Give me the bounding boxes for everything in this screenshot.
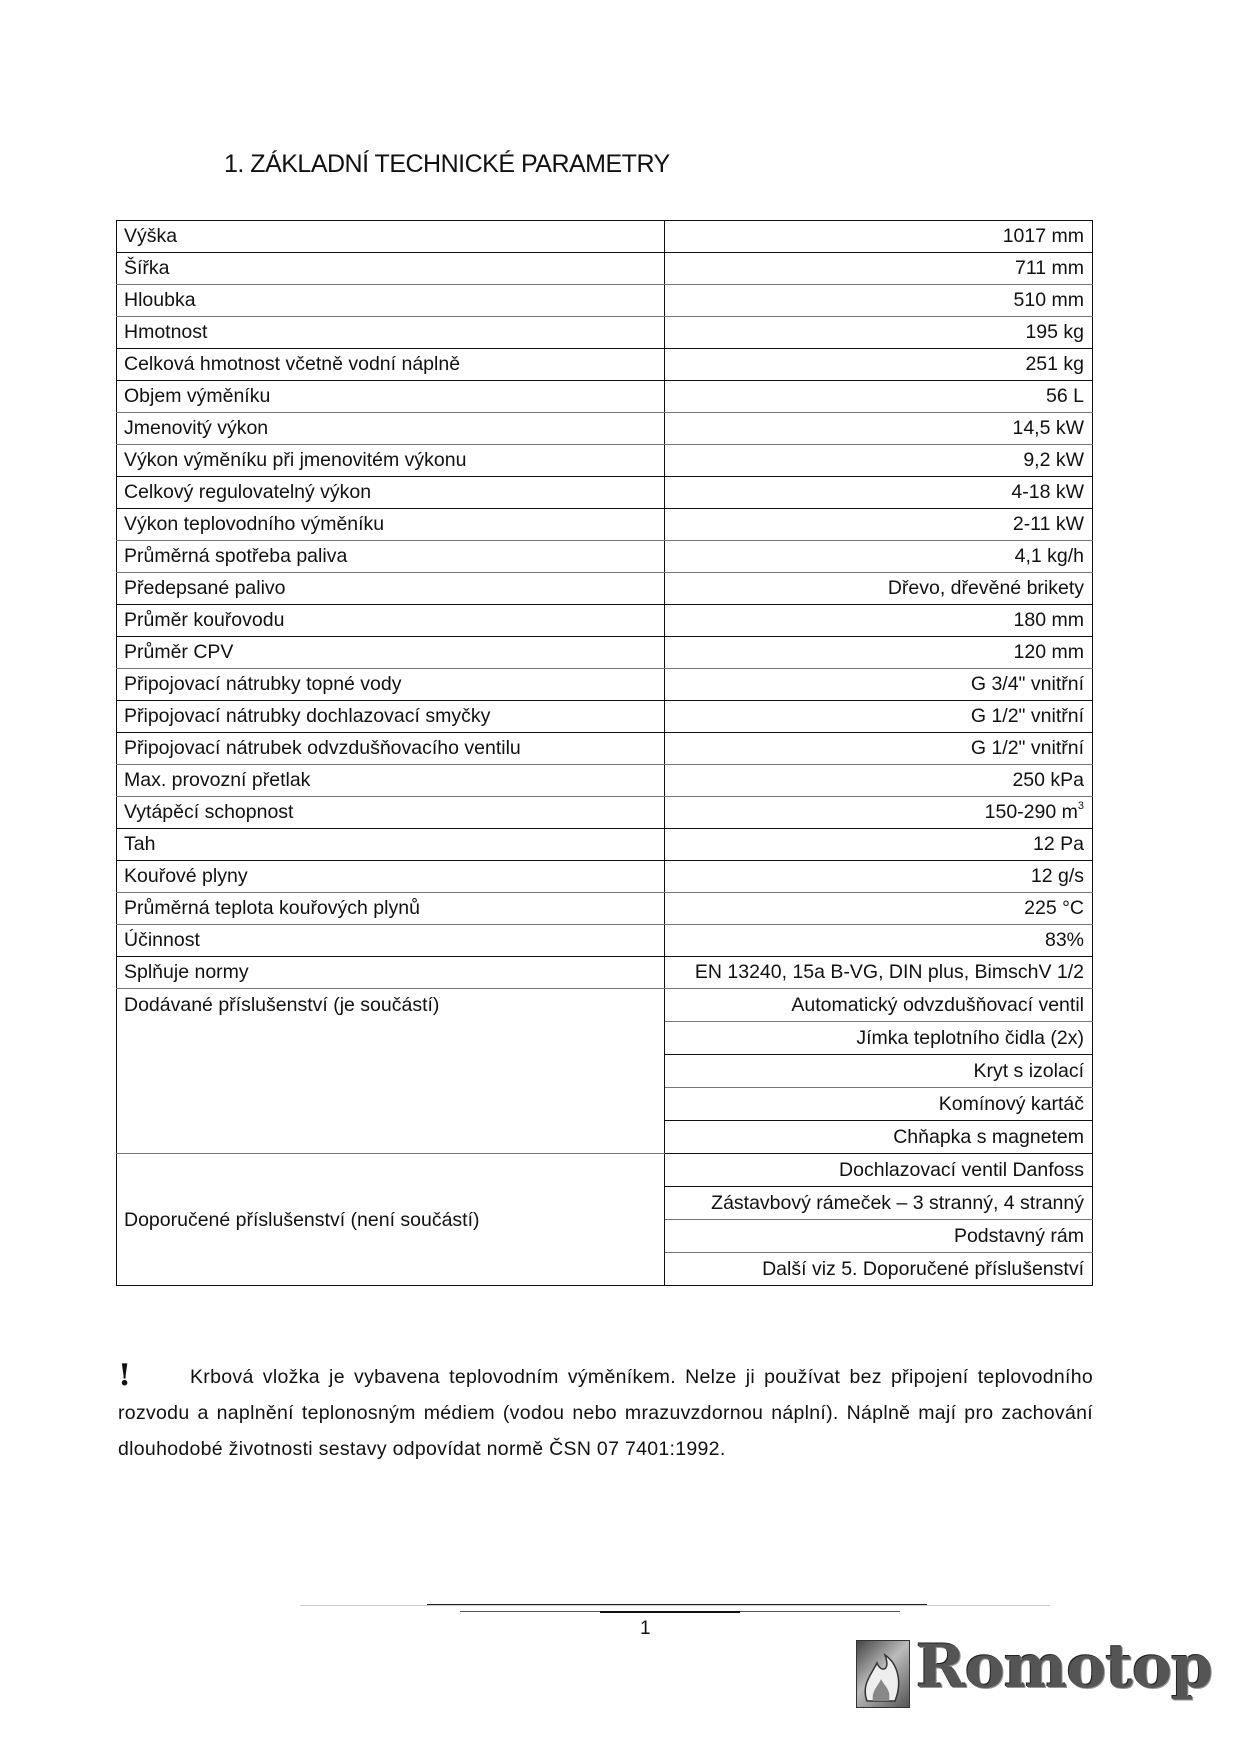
warning-note xyxy=(118,1358,1093,1467)
spec-value xyxy=(665,573,1093,605)
accessory-item: Zástavbový rámeček – 3 stranný, 4 stranný xyxy=(665,1187,1093,1220)
table-row xyxy=(117,477,1093,509)
exclamation-icon: ! xyxy=(118,1358,132,1393)
table-row xyxy=(117,605,1093,637)
table-row xyxy=(117,413,1093,445)
table-row xyxy=(117,285,1093,317)
spec-value xyxy=(665,317,1093,349)
table-row xyxy=(117,349,1093,381)
footer-rule-short xyxy=(600,1611,740,1613)
spec-label: Jmenovitý výkon xyxy=(117,413,665,445)
table-row xyxy=(117,541,1093,573)
spec-value xyxy=(665,797,1093,829)
spec-label: Předepsané palivo xyxy=(117,573,665,605)
spec-value-text: 56 L xyxy=(1046,385,1084,407)
spec-label: Vytápěcí schopnost xyxy=(117,797,665,829)
table-row xyxy=(117,637,1093,669)
spec-value-text: 150-290 m xyxy=(984,801,1078,823)
spec-label: Připojovací nátrubek odvzdušňovacího ventilu xyxy=(117,733,665,765)
spec-label: Hmotnost xyxy=(117,317,665,349)
table-row xyxy=(117,445,1093,477)
flame-logo-icon xyxy=(856,1640,910,1708)
spec-label: Kouřové plyny xyxy=(117,861,665,893)
footer-rule-dark xyxy=(427,1604,927,1605)
spec-value xyxy=(665,765,1093,797)
spec-value xyxy=(665,509,1093,541)
spec-label: Průměrná spotřeba paliva xyxy=(117,541,665,573)
table-row xyxy=(117,221,1093,253)
table-row xyxy=(117,733,1093,765)
technical-parameters-table xyxy=(116,220,1093,1286)
spec-label: Průměr kouřovodu xyxy=(117,605,665,637)
table-row xyxy=(117,509,1093,541)
spec-value-text: 12 g/s xyxy=(1030,865,1084,887)
spec-value xyxy=(665,733,1093,765)
table-row xyxy=(117,797,1093,829)
spec-label: Průměr CPV xyxy=(117,637,665,669)
spec-value-text: 83% xyxy=(1044,929,1084,951)
spec-value xyxy=(665,413,1093,445)
spec-value xyxy=(665,893,1093,925)
spec-value-text: 250 kPa xyxy=(1012,769,1084,791)
accessory-item: Jímka teplotního čidla (2x) xyxy=(665,1022,1093,1055)
spec-value xyxy=(665,957,1093,989)
spec-value xyxy=(665,637,1093,669)
spec-label: Výkon výměníku při jmenovitém výkonu xyxy=(117,445,665,477)
spec-value-text: EN 13240, 15a B-VG, DIN plus, BimschV 1/2 xyxy=(694,961,1084,983)
spec-value xyxy=(665,221,1093,253)
page-title: 1. ZÁKLADNÍ TECHNICKÉ PARAMETRY xyxy=(224,150,670,178)
spec-value-text: Dřevo, dřevěné brikety xyxy=(887,577,1084,599)
spec-value-text: 711 mm xyxy=(1015,257,1084,279)
accessory-item: Automatický odvzdušňovací ventil xyxy=(665,989,1093,1022)
table-row xyxy=(117,829,1093,861)
spec-value xyxy=(665,701,1093,733)
spec-label: Šířka xyxy=(117,253,665,285)
table-row xyxy=(117,765,1093,797)
spec-value-text: 510 mm xyxy=(1013,289,1084,311)
spec-label: Účinnost xyxy=(117,925,665,957)
spec-value-text: 2-11 kW xyxy=(1012,513,1084,535)
spec-label: Připojovací nátrubky dochlazovací smyčky xyxy=(117,701,665,733)
spec-value-text: 251 kg xyxy=(1025,353,1084,375)
table-row xyxy=(117,957,1093,989)
recommended-accessories-label: Doporučené příslušenství (není součástí) xyxy=(117,1154,665,1286)
spec-value-text: 4,1 kg/h xyxy=(1014,545,1084,567)
table-row xyxy=(117,989,1093,1022)
spec-value-text: 120 mm xyxy=(1013,641,1084,663)
spec-value xyxy=(665,669,1093,701)
table-row xyxy=(117,317,1093,349)
spec-value-text: 225 °C xyxy=(1024,897,1084,919)
spec-value xyxy=(665,477,1093,509)
spec-value xyxy=(665,381,1093,413)
spec-value xyxy=(665,349,1093,381)
spec-value xyxy=(665,605,1093,637)
spec-value xyxy=(665,285,1093,317)
spec-value xyxy=(665,541,1093,573)
spec-value-text: 14,5 kW xyxy=(1012,417,1084,439)
spec-label: Max. provozní přetlak xyxy=(117,765,665,797)
spec-label: Celkový regulovatelný výkon xyxy=(117,477,665,509)
spec-label: Objem výměníku xyxy=(117,381,665,413)
spec-value-text: G 1/2" vnitřní xyxy=(970,705,1084,727)
table-row xyxy=(117,893,1093,925)
accessory-item: Dochlazovací ventil Danfoss xyxy=(665,1154,1093,1187)
spec-label: Splňuje normy xyxy=(117,957,665,989)
table-row xyxy=(117,669,1093,701)
table-row xyxy=(117,381,1093,413)
spec-label: Připojovací nátrubky topné vody xyxy=(117,669,665,701)
table-row xyxy=(117,701,1093,733)
spec-value-text: 1017 mm xyxy=(1002,225,1084,247)
accessory-item: Podstavný rám xyxy=(665,1220,1093,1253)
spec-value-text: 9,2 kW xyxy=(1023,449,1084,471)
spec-label: Hloubka xyxy=(117,285,665,317)
table-row xyxy=(117,253,1093,285)
spec-value xyxy=(665,829,1093,861)
table-row xyxy=(117,1154,1093,1187)
spec-value-text: G 1/2" vnitřní xyxy=(970,737,1084,759)
spec-table-body xyxy=(117,221,1093,1286)
spec-label: Výška xyxy=(117,221,665,253)
included-accessories-label: Dodávané příslušenství (je součástí) xyxy=(117,989,665,1154)
spec-value-text: 180 mm xyxy=(1013,609,1084,631)
romotop-logo xyxy=(856,1632,1213,1710)
table-row xyxy=(117,925,1093,957)
spec-label: Tah xyxy=(117,829,665,861)
spec-value xyxy=(665,925,1093,957)
spec-value xyxy=(665,861,1093,893)
superscript: 3 xyxy=(1077,800,1084,812)
spec-value-text: 12 Pa xyxy=(1033,833,1084,855)
spec-value-text: G 3/4" vnitřní xyxy=(970,673,1084,695)
spec-value xyxy=(665,445,1093,477)
page-number: 1 xyxy=(640,1618,651,1639)
accessory-item: Kryt s izolací xyxy=(665,1055,1093,1088)
spec-label: Výkon teplovodního výměníku xyxy=(117,509,665,541)
spec-value-text: 195 kg xyxy=(1025,321,1084,343)
brand-name: Romotop xyxy=(916,1632,1213,1702)
spec-label: Celková hmotnost včetně vodní náplně xyxy=(117,349,665,381)
table-row xyxy=(117,861,1093,893)
footer-rule-light xyxy=(300,1605,1050,1606)
spec-value xyxy=(665,253,1093,285)
table-row xyxy=(117,573,1093,605)
spec-value-text: 4-18 kW xyxy=(1011,481,1084,503)
accessory-item: Komínový kartáč xyxy=(665,1088,1093,1121)
spec-label: Průměrná teplota kouřových plynů xyxy=(117,893,665,925)
warning-text: Krbová vložka je vybavena teplovodním výměníkem. Nelze ji používat bez připojení teplovodního rozvodu a naplnění teplonosným médiem (vodou nebo mrazuvzdornou náplní). Náplně mají pro zachování dlouhodobé životnosti sestavy odpovídat normě ČSN 07 7401:1992. xyxy=(118,1366,1093,1460)
accessory-item: Chňapka s magnetem xyxy=(665,1121,1093,1154)
accessory-item: Další viz 5. Doporučené příslušenství xyxy=(665,1253,1093,1286)
